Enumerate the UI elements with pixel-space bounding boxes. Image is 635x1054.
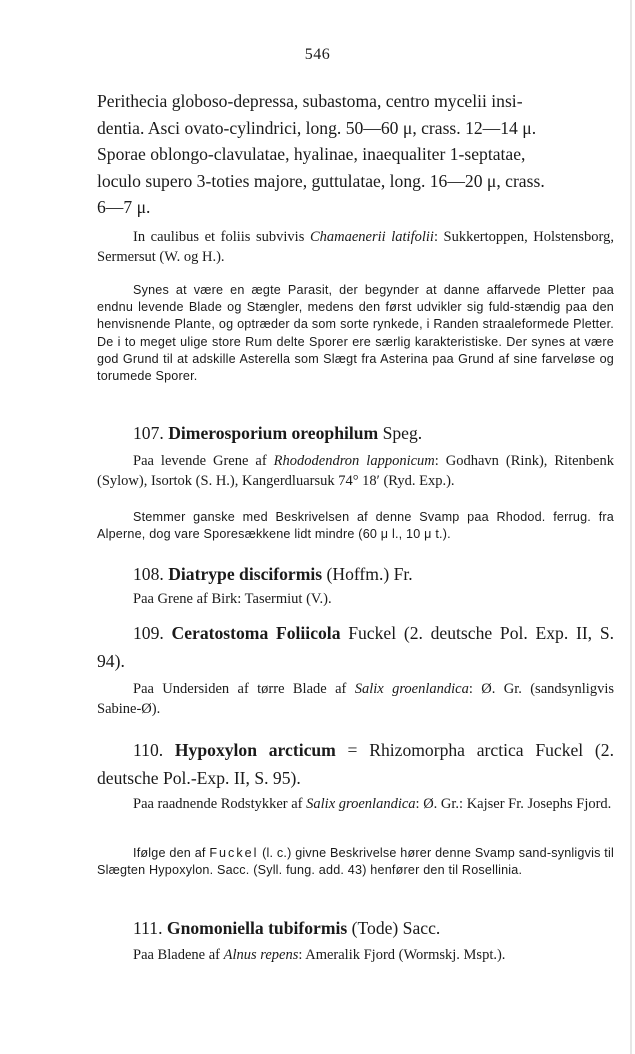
host-species: Rhododendron lapponicum [273,453,435,469]
host-species: Alnus repens [223,947,299,963]
entry-heading-107 [97,419,614,447]
species-name: Ceratostoma Foliicola [171,623,341,643]
entry-body-111: Paa Bladene af Alnus repens: Ameralik Fjord (Wormskj. Mspt.). [133,947,506,963]
entry-body-110: Paa raadnende Rodstykker af Salix groenlandica: Ø. Gr.: Kajser Fr. Josephs Fjord. [133,796,612,812]
description-line: dentia. Asci ovato-cylindrici, long. 50—60 μ, crass. 12—14 μ. [97,117,537,138]
description-line: Perithecia globoso-depressa, subastoma, centro mycelii insi- [97,91,523,111]
species-author: (Tode) Sacc. [347,918,441,938]
note-paragraph: Synes at være en ægte Parasit, der begynder at danne affarvede Pletter paa endnu levende Blade og Stængler, medens den først udvikler sig fuld-stændig paa den henvisnende Plante, og optræder da som sorte rynkede, i Randen straaleformede Pletter. De i to meget ulige store Rum delte Sporer ere særlig karakteristiske. Der synes at være god Grund til at adskille Asterella som Slægt fra Asterina paa Grund af sine farveløse og torumede Sporer. [97,283,614,384]
entry-number: 110. [133,740,164,760]
entry-heading-110 [97,736,614,792]
host-species: Salix groenlandica [306,796,416,812]
species-author: (Hoffm.) Fr. [322,564,413,584]
entry-number: 108. [133,564,164,584]
page-edge [630,0,632,1054]
latin-description [97,88,614,221]
entry-heading-109 [97,619,614,675]
description-line: loculo supero 3-toties majore, guttulatae, long. 16—20 μ, crass. [97,170,545,191]
entry-number: 111. [133,918,163,938]
locality-paragraph: In caulibus et foliis subvivis Chamaenerii latifolii: Sukkertoppen, Holstensborg, Sermersut (W. og H.). [97,229,614,265]
species-author: Fuckel (2. deutsche Pol. Exp. II, S. 94). [97,623,614,671]
species-author: Speg. [378,423,423,443]
entry-body-109: Paa Undersiden af tørre Blade af Salix groenlandica: Ø. Gr. (sandsynligvis Sabine-Ø). [97,681,615,717]
page-number: 546 [304,46,331,63]
entry-heading-108 [97,560,614,588]
species-author: = Rhizomorpha arctica Fuckel (2. deutsche Pol.-Exp. II, S. 95). [97,740,614,788]
entry-body-108: Paa Grene af Birk: Tasermiut (V.). [133,591,332,607]
entry-body-107: Paa levende Grene af Rhododendron lapponicum: Godhavn (Rink), Ritenbenk (Sylow), Isortok (S. H.), Kangerdluarsuk 74° 18′ (Ryd. Exp.). [97,453,614,489]
entry-number: 109. [133,623,164,643]
host-species: Chamaenerii latifolii [309,229,434,245]
author-name: Fuckel [209,846,259,860]
entry-note-110: Ifølge den af Fuckel (l. c.) givne Beskrivelse hører denne Svamp sand-synligvis til Slægten Hypoxylon. Sacc. (Syll. fung. add. 43) henfører den til Rosellinia. [97,846,615,878]
host-species: Salix groenlandica [354,681,469,697]
entry-note-107: Stemmer ganske med Beskrivelsen af denne Svamp paa Rhodod. ferrug. fra Alperne, dog vare Sporesækkene lidt mindre (60 μ l., 10 μ t.). [97,510,614,542]
description-line: Sporae oblongo-clavulatae, hyalinae, inaequaliter 1-septatae, [97,144,526,164]
description-line: 6—7 μ. [97,197,151,217]
species-name: Hypoxylon arcticum [174,740,336,760]
species-name: Dimerosporium oreophilum [168,423,379,443]
entry-heading-111 [97,914,614,942]
species-name: Gnomoniella tubiformis [166,918,348,938]
entry-number: 107. [133,423,164,443]
species-name: Diatrype disciformis [168,564,323,584]
